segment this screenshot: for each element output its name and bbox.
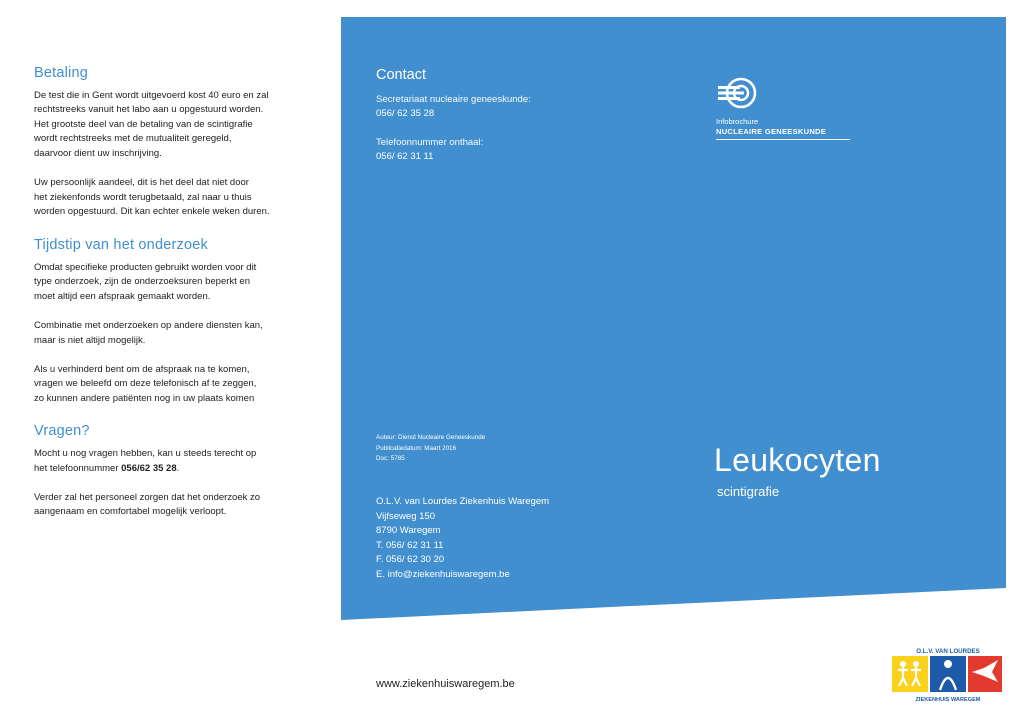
brochure-small-label: Infobrochure [716, 117, 759, 126]
publication-meta [376, 433, 485, 465]
brochure-department: NUCLEAIRE GENEESKUNDE [716, 127, 850, 140]
contact-section [376, 68, 676, 165]
meta-author: Auteur: Dienst Nucleaire Geneeskunde [376, 434, 486, 441]
reception-phone: 056/ 62 31 11 [376, 151, 434, 163]
hospital-logo-bottom: ZIEKENHUIS WAREGEM [915, 697, 981, 703]
website-link[interactable]: www.ziekenhuiswaregem.be [376, 678, 515, 690]
questions-paragraph-1 [34, 447, 296, 476]
payment-heading: Betaling [34, 65, 88, 81]
meta-date: Publicatiedatum: Maart 2016 [376, 444, 457, 452]
address-tel: T. 056/ 62 31 11 [376, 539, 444, 551]
timing-heading: Tijdstip van het onderzoek [34, 236, 208, 253]
questions-section [34, 424, 296, 520]
timing-section [34, 238, 296, 407]
reception-label: Telefoonnummer onthaal: [376, 136, 484, 148]
brochure-label [716, 76, 856, 140]
address-email: E. info@ziekenhuiswaregem.be [376, 568, 510, 580]
timing-paragraph-3: Als u verhinderd bent om de afspraak na te komen, vragen we beleefd om deze telefonisch af te zeggen, zo kunnen andere patiënten nog in uw plaats komen [34, 363, 257, 404]
page-title: Leukocyten [714, 442, 881, 478]
address-street: Vijfseweg 150 [376, 510, 435, 522]
hospital-logo-top: O.L.V. VAN LOURDES [916, 648, 980, 655]
address-fax: F. 056/ 62 30 20 [376, 554, 445, 566]
payment-paragraph-1: De test die in Gent wordt uitgevoerd kost 40 euro en zal rechtstreeks vanuit het labo aan u opgestuurd worden. Het grootste deel van de betaling van de scintigrafie wordt rechtstreeks met de mutualiteit geregeld, daarvoor dient uw inschrijving. [34, 89, 269, 159]
left-column [34, 66, 296, 538]
scanner-logo-icon [716, 76, 758, 110]
page-subtitle: scintigrafie [717, 484, 780, 499]
questions-paragraph-2: Verder zal het personeel zorgen dat het onderzoek zo aangenaam en comfortabel mogelijk verloopt. [34, 491, 261, 518]
timing-paragraph-2: Combinatie met onderzoeken op andere diensten kan, maar is niet altijd mogelijk. [34, 319, 263, 346]
secretariat-phone: 056/ 62 35 28 [376, 108, 435, 120]
meta-doc: Doc: 5785 [376, 455, 405, 462]
hospital-logo [888, 646, 1006, 704]
hospital-address [376, 495, 549, 583]
secretariat-label: Secretariaat nucleaire geneeskunde: [376, 93, 531, 105]
questions-text: Mocht u nog vragen hebben, kan u steeds terecht op het telefoonnummer [34, 448, 257, 474]
payment-section [34, 66, 296, 220]
payment-paragraph-2: Uw persoonlijk aandeel, dit is het deel dat niet door het ziekenfonds wordt terugbetaald, zal naar u thuis worden opgestuurd. Dit kan echter enkele weken duren. [34, 177, 270, 218]
contact-heading: Contact [376, 67, 426, 83]
address-city: 8790 Waregem [376, 525, 441, 537]
questions-phone: 056/62 35 28 [121, 462, 177, 474]
questions-period: . [176, 462, 180, 474]
address-name: O.L.V. van Lourdes Ziekenhuis Waregem [376, 496, 550, 507]
timing-paragraph-1: Omdat specifieke producten gebruikt worden voor dit type onderzoek, zijn de onderzoeksuren beperkt en moet altijd een afspraak gemaakt worden. [34, 261, 257, 302]
questions-heading: Vragen? [34, 423, 90, 440]
